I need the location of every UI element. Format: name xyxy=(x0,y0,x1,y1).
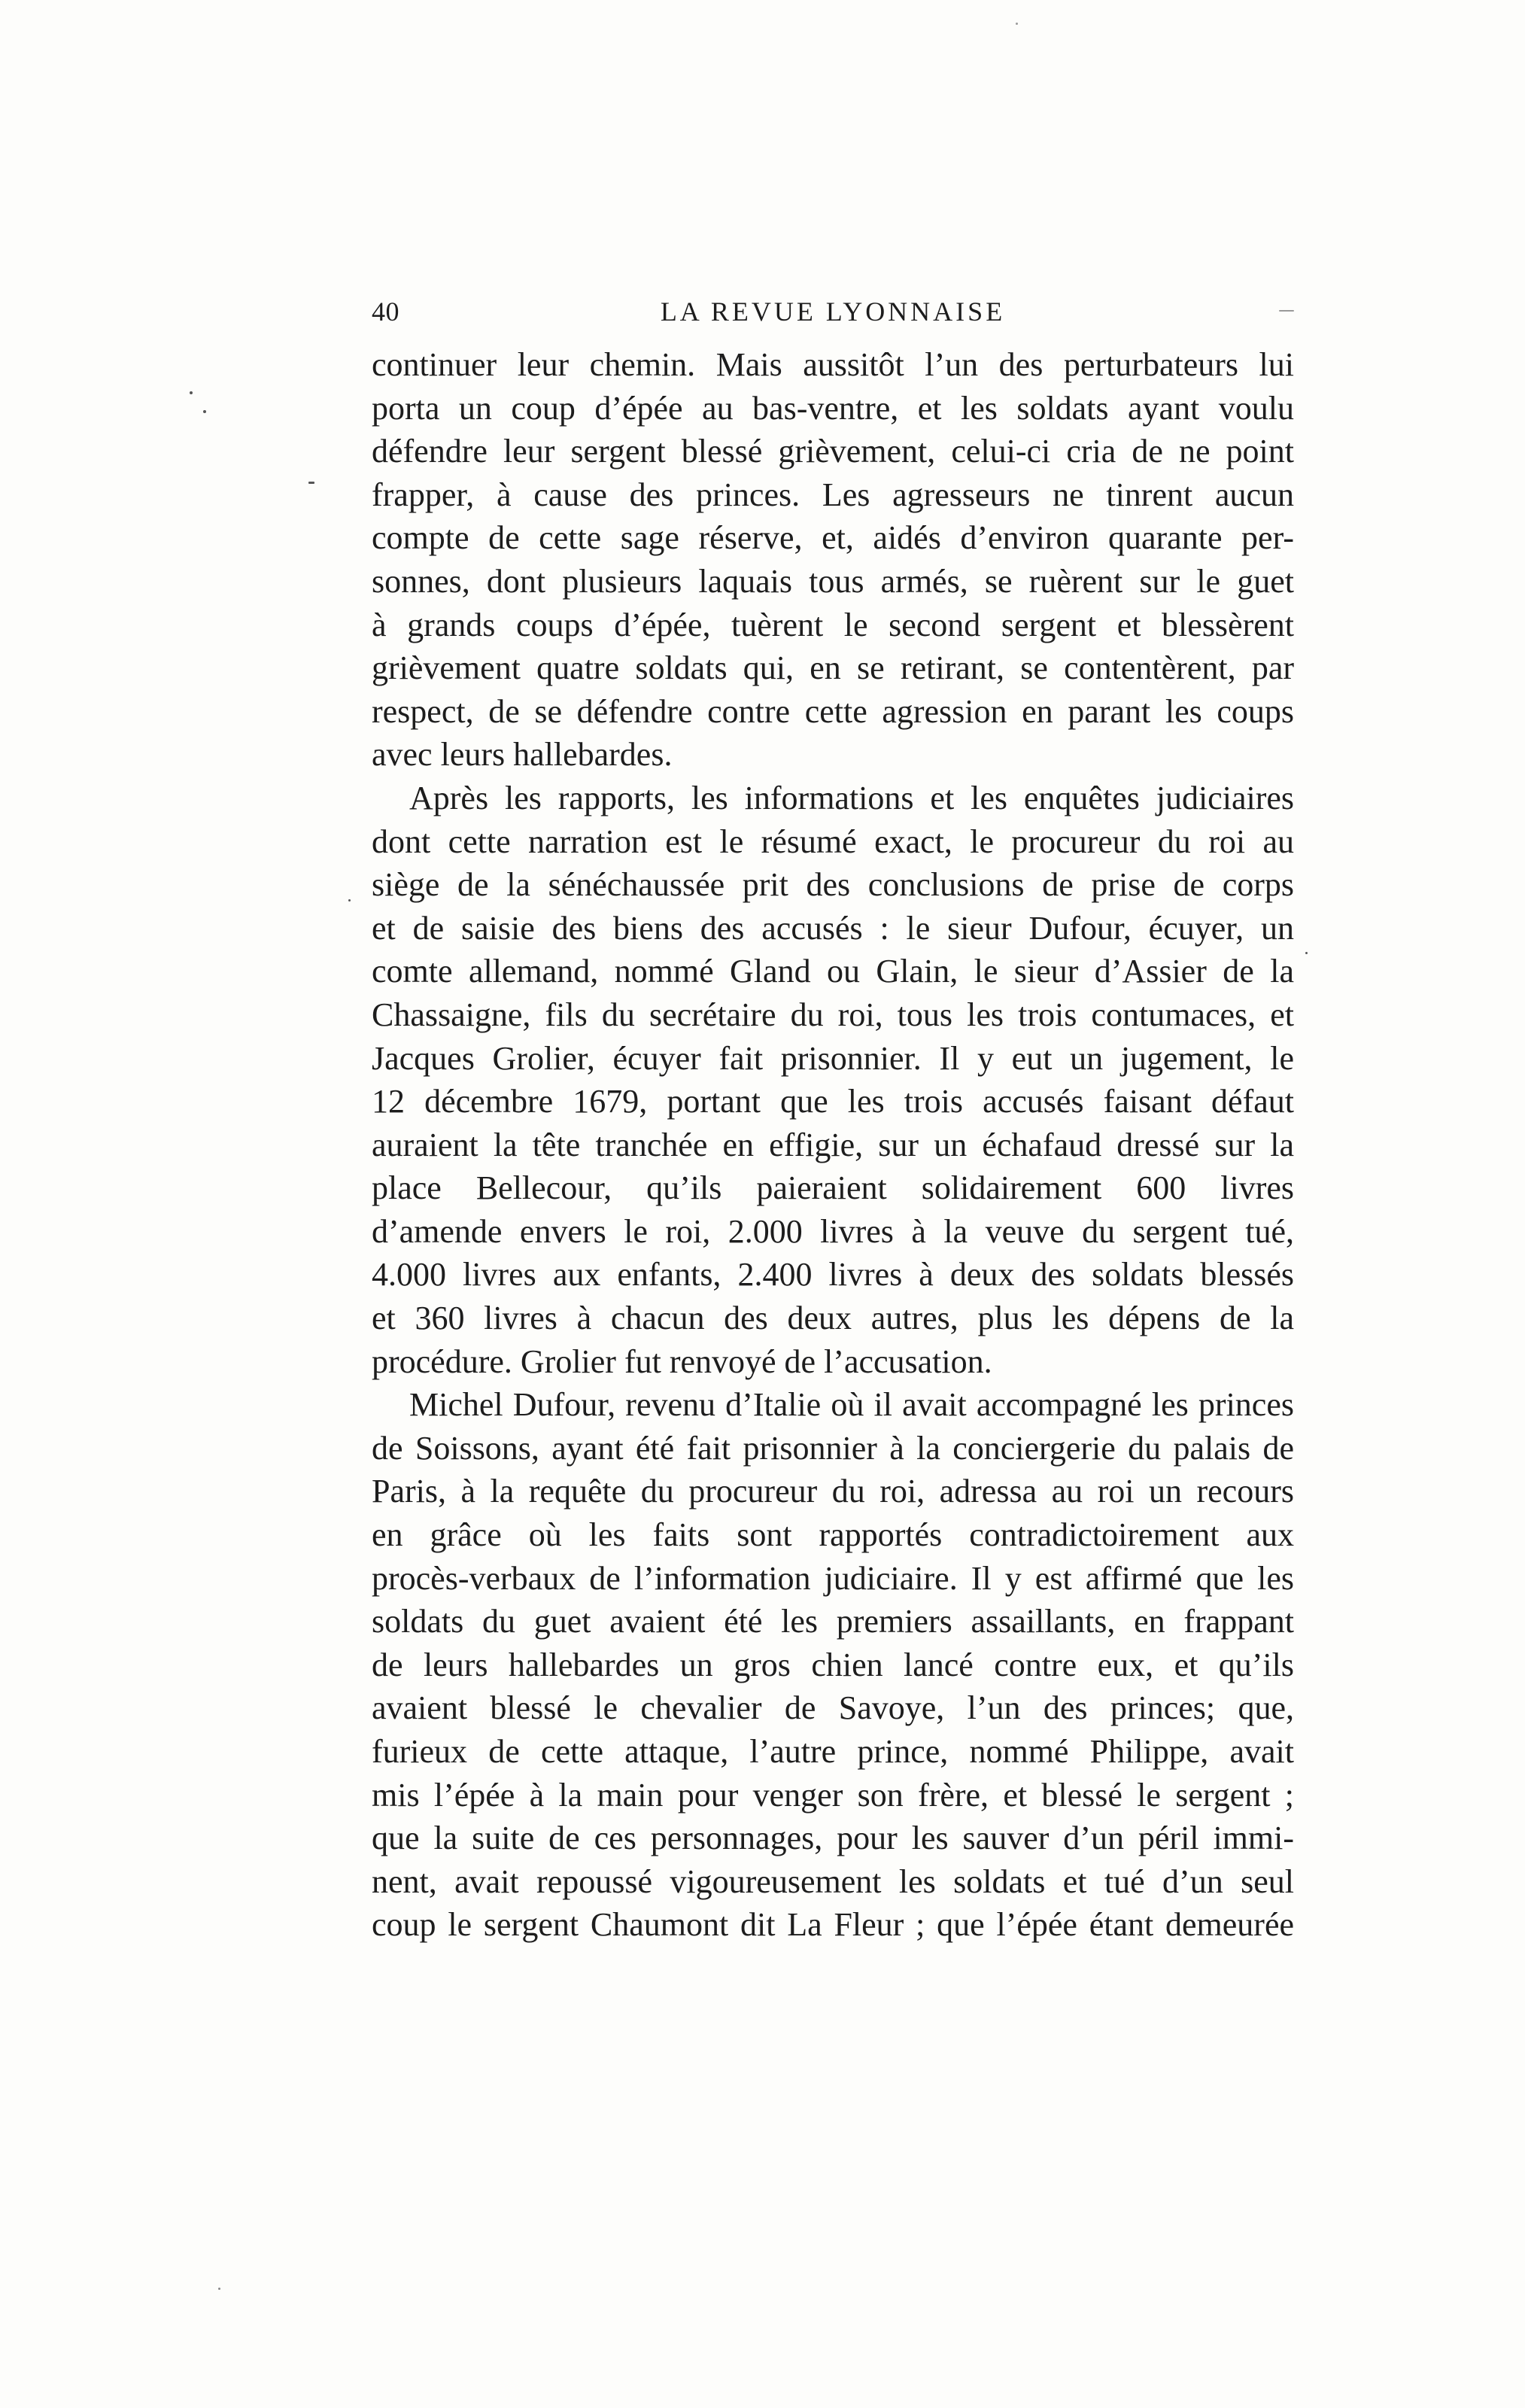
text-line: Après les rapports, les informations et les enquêtes judiciaires xyxy=(409,779,1294,816)
text-line: de leurs hallebardes un gros chien lancé contre eux, et qu’ils xyxy=(372,1646,1294,1683)
scan-speck xyxy=(190,391,193,394)
scan-speck xyxy=(203,410,206,413)
text-line: procès-verbaux de l’information judiciaire. Il y est affirmé que les xyxy=(372,1559,1294,1597)
text-line: sonnes, dont plusieurs laquais tous armés, se ruèrent sur le guet xyxy=(372,562,1294,600)
text-line: mis l’épée à la main pour venger son frère, et blessé le sergent ; xyxy=(372,1776,1294,1814)
text-line: grièvement quatre soldats qui, en se retirant, se contentèrent, par xyxy=(372,649,1294,687)
text-line: porta un coup d’épée au bas-ventre, et les soldats ayant voulu xyxy=(372,389,1294,427)
text-line: place Bellecour, qu’ils paieraient solidairement 600 livres xyxy=(372,1169,1294,1207)
text-line: Paris, à la requête du procureur du roi, adressa au roi un recours xyxy=(372,1473,1294,1510)
text-line: que la suite de ces personnages, pour les sauver d’un péril immi- xyxy=(372,1820,1294,1857)
text-line: comte allemand, nommé Gland ou Glain, le sieur d’Assier de la xyxy=(372,953,1294,990)
text-line: 4.000 livres aux enfants, 2.400 livres à deux des soldats blessés xyxy=(372,1256,1294,1294)
text-line: siège de la sénéchaussée prit des conclusions de prise de corps xyxy=(372,866,1294,904)
text-line: avaient blessé le chevalier de Savoye, l’un des princes; que, xyxy=(372,1689,1294,1727)
scan-speck xyxy=(1279,310,1294,312)
text-line: de Soissons, ayant été fait prisonnier à la conciergerie du palais de xyxy=(372,1429,1294,1467)
text-line: furieux de cette attaque, l’autre prince, nommé Philippe, avait xyxy=(372,1733,1294,1770)
scan-speck xyxy=(348,899,351,901)
page-header xyxy=(372,296,1294,333)
text-line: respect, de se défendre contre cette agression en parant les coups xyxy=(372,692,1294,730)
text-line: 12 décembre 1679, portant que les trois accusés faisant défaut xyxy=(372,1083,1294,1120)
text-line: auraient la tête tranchée en effigie, sur un échafaud dressé sur la xyxy=(372,1126,1294,1163)
scan-speck xyxy=(218,2288,220,2290)
text-line: coup le sergent Chaumont dit La Fleur ; que l’épée étant demeurée xyxy=(372,1906,1294,1944)
text-line: en grâce où les faits sont rapportés contradictoirement aux xyxy=(372,1516,1294,1554)
scan-speck xyxy=(1016,23,1018,25)
text-line: Michel Dufour, revenu d’Italie où il avait accompagné les princes xyxy=(409,1386,1294,1424)
running-title: LA REVUE LYONNAISE xyxy=(660,296,1006,327)
body-text xyxy=(372,343,1294,1947)
text-line: frapper, à cause des princes. Les agresseurs ne tinrent aucun xyxy=(372,476,1294,513)
text-line: soldats du guet avaient été les premiers assaillants, en frappant xyxy=(372,1603,1294,1640)
text-line: procédure. Grolier fut renvoyé de l’accusation. xyxy=(372,1342,992,1380)
scan-speck xyxy=(1305,952,1308,954)
text-line: et de saisie des biens des accusés : le sieur Dufour, écuyer, un xyxy=(372,909,1294,947)
text-line: d’amende envers le roi, 2.000 livres à la veuve du sergent tué, xyxy=(372,1212,1294,1250)
text-line: continuer leur chemin. Mais aussitôt l’un des perturbateurs lui xyxy=(372,346,1294,383)
text-line: défendre leur sergent blessé grièvement, celui-ci cria de ne point xyxy=(372,433,1294,470)
text-line: Chassaigne, fils du secrétaire du roi, tous les trois contumaces, et xyxy=(372,996,1294,1033)
page-number: 40 xyxy=(372,296,399,327)
text-line: et 360 livres à chacun des deux autres, plus les dépens de la xyxy=(372,1300,1294,1337)
scan-speck xyxy=(308,482,314,484)
text-line: compte de cette sage réserve, et, aidés d’environ quarante per- xyxy=(372,519,1294,557)
text-line: à grands coups d’épée, tuèrent le second sergent et blessèrent xyxy=(372,606,1294,643)
text-line: dont cette narration est le résumé exact, le procureur du roi au xyxy=(372,822,1294,860)
text-line: Jacques Grolier, écuyer fait prisonnier. Il y eut un jugement, le xyxy=(372,1039,1294,1077)
text-line: avec leurs hallebardes. xyxy=(372,736,673,774)
text-line: nent, avait repoussé vigoureusement les soldats et tué d’un seul xyxy=(372,1862,1294,1900)
